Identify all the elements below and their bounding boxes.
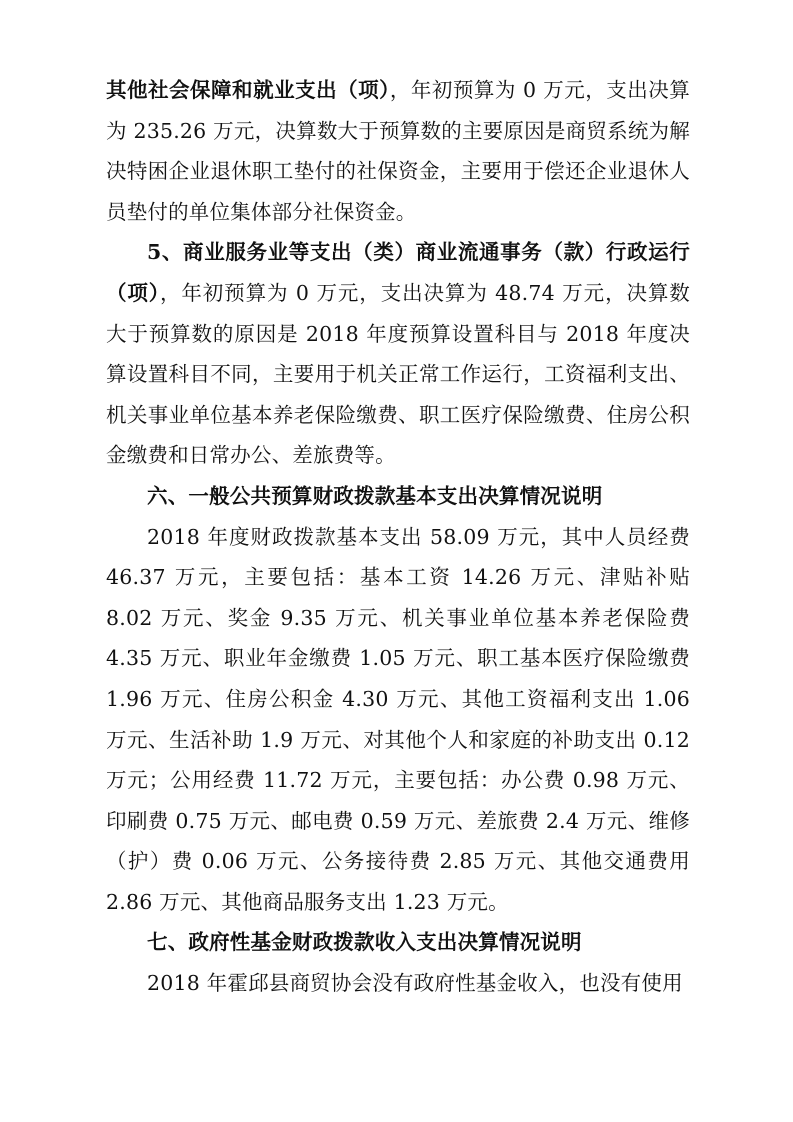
item-text-commerce-admin: ，年初预算为 0 万元，支出决算为 48.74 万元，决算数大于预算数的原因是 2018 年度预算设置科目与 2018 年度决算设置科目不同，主要用于机关正常工作运行，工资福利支出、机关事业单位基本养老保险缴费、职工医疗保险缴费、住房公积金缴费和日常办公、差旅费等。 (106, 280, 690, 468)
item-title-commerce-admin: 5、商业服务业等支出（类）商业流通事务（款）行政运行（项） (106, 240, 690, 305)
document-page (106, 70, 690, 1004)
paragraph-basic-expenditure: 2018 年度财政拨款基本支出 58.09 万元，其中人员经费 46.37 万元，主要包括：基本工资 14.26 万元、津贴补贴 8.02 万元、奖金 9.35 万元、机关事业单位基本养老保险费 4.35 万元、职业年金缴费 1.05 万元、职工基本医疗保险缴费 1.96 万元、住房公积金 4.30 万元、其他工资福利支出 1.06 万元、生活补助 1.9 万元、对其他个人和家庭的补助支出 0.12 万元；公用经费 11.72 万元，主要包括：办公费 0.98 万元、印刷费 0.75 万元、邮电费 0.59 万元、差旅费 2.4 万元、维修（护）费 0.06 万元、公务接待费 2.85 万元、其他交通费用 2.86 万元、其他商品服务支出 1.23 万元。 (106, 524, 690, 914)
paragraph-social-security (106, 70, 690, 232)
paragraph-commerce-admin (106, 232, 690, 476)
section-heading-6: 六、一般公共预算财政拨款基本支出决算情况说明 (147, 483, 603, 508)
item-text-social-security: ，年初预算为 0 万元，支出决算为 235.26 万元，决算数大于预算数的主要原因是商贸系统为解决特困企业退休职工垫付的社保资金，主要用于偿还企业退休人员垫付的单位集体部分社保资金。 (106, 78, 690, 224)
section-heading-7: 七、政府性基金财政拨款收入支出决算情况说明 (147, 930, 582, 955)
paragraph-government-fund: 2018 年霍邱县商贸协会没有政府性基金收入，也没有使用 (147, 971, 683, 996)
item-title-social-security: 其他社会保障和就业支出（项） (106, 78, 390, 102)
